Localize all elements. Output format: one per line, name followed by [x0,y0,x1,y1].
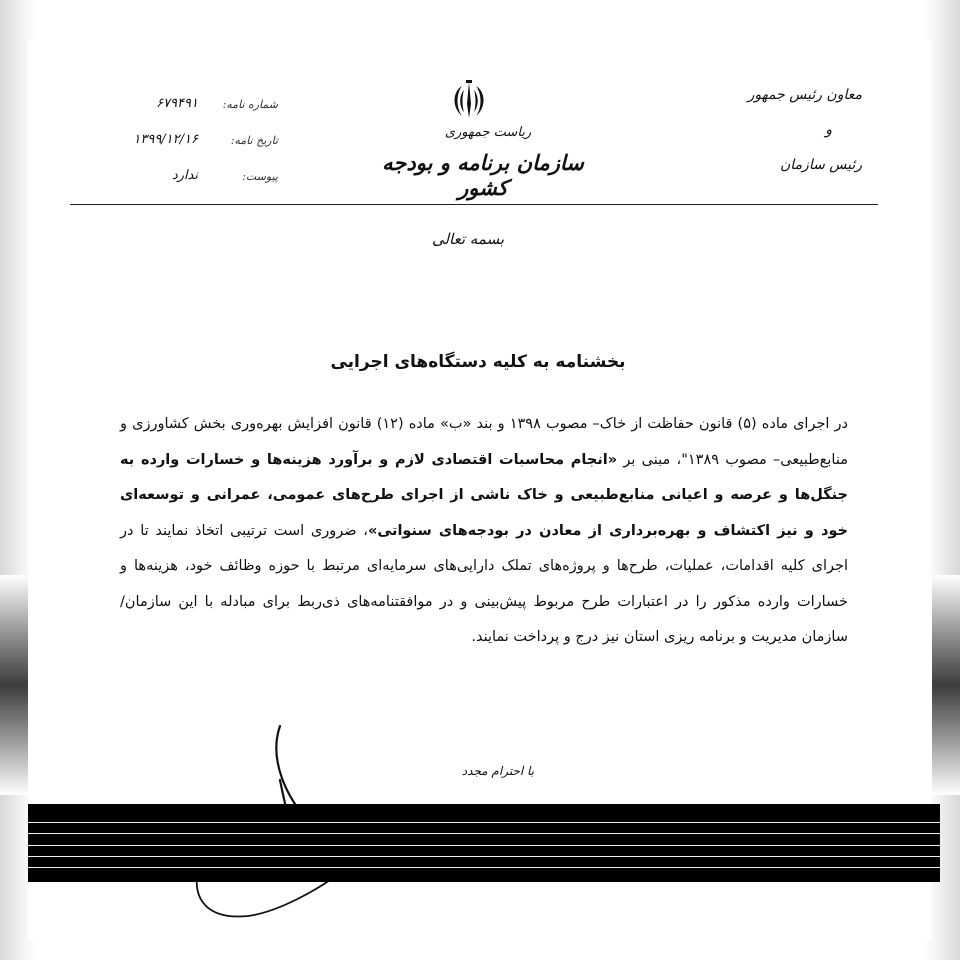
document-title: بخشنامه به کلیه دستگاه‌های اجرایی [330,352,626,372]
redaction-scanline [28,867,940,868]
letter-page [28,40,932,940]
redaction-scanline [28,822,940,823]
org-name: سازمان برنامه و بودجه کشور [382,150,584,200]
body-part-2: ، ضروری است ترتیبی اتخاذ نمایند تا در اجرای کلیه اقدامات، عملیات، طرح‌ها و پروژه‌های تملک دارایی‌های سرمایه‌ای مرتبط با حوزه وظائف خود، هزینه‌ها و خسارات وارده مذکور را در اعتبارات طرح مربوط پیش‌بینی و در موافقتنامه‌های ذی‌ربط برای مبادله با این سازمان/سازمان مدیریت و برنامه ریزی استان نیز درج و پرداخت نمایند. [120,522,848,645]
closing-phrase: با احترام مجدد [461,764,534,778]
header-divider [70,204,878,205]
meta-row-date [98,134,278,170]
meta-label: تاریخ نامه: [230,134,278,147]
sender-line-3: رئیس سازمان [780,157,862,173]
meta-row-attachment [98,170,278,206]
org-subtitle: ریاست جمهوری [444,125,532,140]
iran-emblem-icon [446,78,492,124]
bismillah: بسمه تعالی [431,230,505,248]
redaction-scanline [28,856,940,857]
redaction-bar [28,804,940,882]
meta-row-number [98,98,278,134]
meta-label: پیوست: [242,170,278,183]
meta-value: ۱۳۹۹/۱۲/۱۶ [133,132,198,147]
letter-body [120,407,848,656]
meta-value: ندارد [171,168,198,183]
body-bold-clause: «انجام محاسبات اقتصادی لازم و برآورد هزینه‌ها و خسارات وارده به جنگل‌ها و عرصه و اعیانی منابع‌طبیعی و خاک ناشی از اجرای طرح‌های عمومی، عمرانی و توسعه‌ای خود و نیز اکتشاف و بهره‌برداری از معادن در بودجه‌های سنواتی» [120,451,848,539]
redaction-scanline [28,833,940,834]
sender-line-1: معاون رئیس جمهور [747,87,862,103]
letter-meta [98,98,278,206]
body-part-1: در اجرای ماده (۵) قانون حفاظت از خاک– مصوب ۱۳۹۸ و بند «ب» ماده (۱۲) قانون افزایش بهره‌وری بخش کشاورزی و منابع‌طبیعی– مصوب ۱۳۸۹"، مبنی بر [120,416,849,468]
redaction-scanline [28,845,940,846]
meta-label: شماره نامه: [222,98,278,111]
sender-title [702,88,862,193]
meta-value: ۶۷۹۴۹۱ [156,96,198,111]
sender-line-2: و [825,122,832,138]
